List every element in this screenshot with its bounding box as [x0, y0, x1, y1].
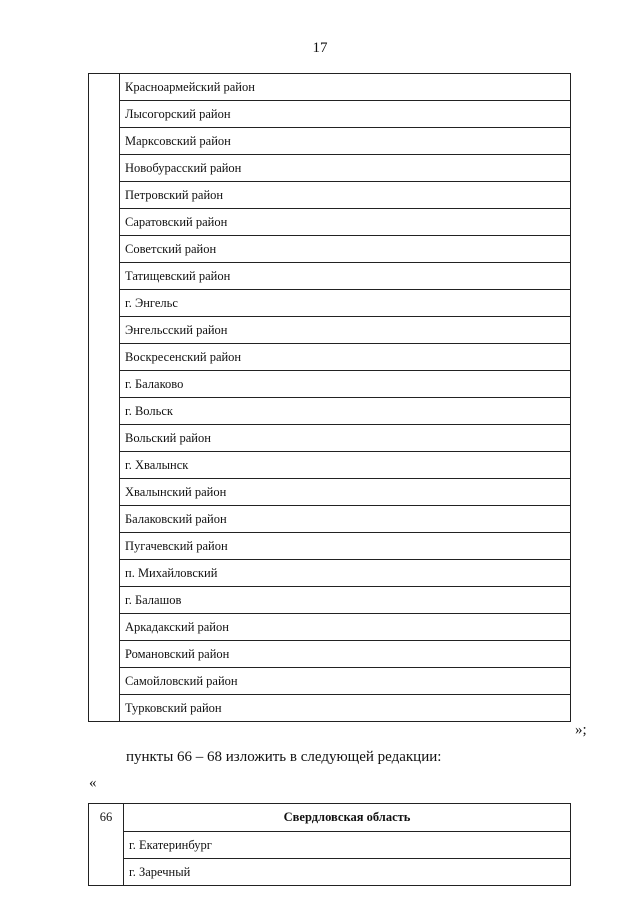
municipality-name: Марксовский район — [120, 128, 571, 155]
table-row — [89, 859, 571, 886]
table-row — [89, 209, 571, 236]
region-title: Свердловская область — [124, 804, 571, 832]
region-header-row — [89, 804, 571, 832]
table-row — [89, 425, 571, 452]
municipality-name: г. Балашов — [120, 587, 571, 614]
table-row — [89, 182, 571, 209]
table-row — [89, 371, 571, 398]
municipality-name: Вольский район — [120, 425, 571, 452]
municipality-name: г. Энгельс — [120, 290, 571, 317]
closing-quote: »; — [575, 722, 587, 738]
municipality-name: г. Хвалынск — [120, 452, 571, 479]
table-row — [89, 506, 571, 533]
municipality-name: Красноармейский район — [120, 74, 571, 101]
table-row — [89, 587, 571, 614]
municipality-name: Саратовский район — [120, 209, 571, 236]
table-row — [89, 398, 571, 425]
table-row — [89, 344, 571, 371]
region-table — [88, 803, 571, 886]
municipality-name: г. Балаково — [120, 371, 571, 398]
municipality-name: Хвалынский район — [120, 479, 571, 506]
page-number: 17 — [312, 40, 328, 56]
municipality-name: Лысогорский район — [120, 101, 571, 128]
municipality-name: Аркадакский район — [120, 614, 571, 641]
municipality-name: г. Екатеринбург — [124, 832, 571, 859]
table-row — [89, 236, 571, 263]
table-row — [89, 263, 571, 290]
table-row — [89, 695, 571, 722]
table-row — [89, 74, 571, 101]
municipality-name: Петровский район — [120, 182, 571, 209]
municipality-name: г. Вольск — [120, 398, 571, 425]
municipality-name: Романовский район — [120, 641, 571, 668]
table-row — [89, 128, 571, 155]
municipality-name: г. Заречный — [124, 859, 571, 886]
table-row — [89, 641, 571, 668]
row-number-cell — [89, 74, 120, 722]
table-row — [89, 560, 571, 587]
municipality-name: Балаковский район — [120, 506, 571, 533]
table-row — [89, 290, 571, 317]
table-row — [89, 317, 571, 344]
table-row — [89, 668, 571, 695]
municipality-name: Воскресенский район — [120, 344, 571, 371]
table-row — [89, 155, 571, 182]
municipality-name: Энгельсский район — [120, 317, 571, 344]
table-row — [89, 452, 571, 479]
municipality-name: Советский район — [120, 236, 571, 263]
region-number: 66 — [89, 804, 124, 886]
municipality-name: Самойловский район — [120, 668, 571, 695]
municipality-name: Татищевский район — [120, 263, 571, 290]
municipality-name: Турковский район — [120, 695, 571, 722]
table-row — [89, 832, 571, 859]
municipality-name: Пугачевский район — [120, 533, 571, 560]
municipality-list-table — [88, 73, 571, 722]
municipality-name: Новобурасский район — [120, 155, 571, 182]
table-row — [89, 614, 571, 641]
municipality-name: п. Михайловский — [120, 560, 571, 587]
amendment-instruction: пункты 66 – 68 изложить в следующей редакции: — [126, 749, 442, 765]
table-row — [89, 533, 571, 560]
table-row — [89, 479, 571, 506]
opening-quote: « — [89, 775, 97, 791]
table-row — [89, 101, 571, 128]
